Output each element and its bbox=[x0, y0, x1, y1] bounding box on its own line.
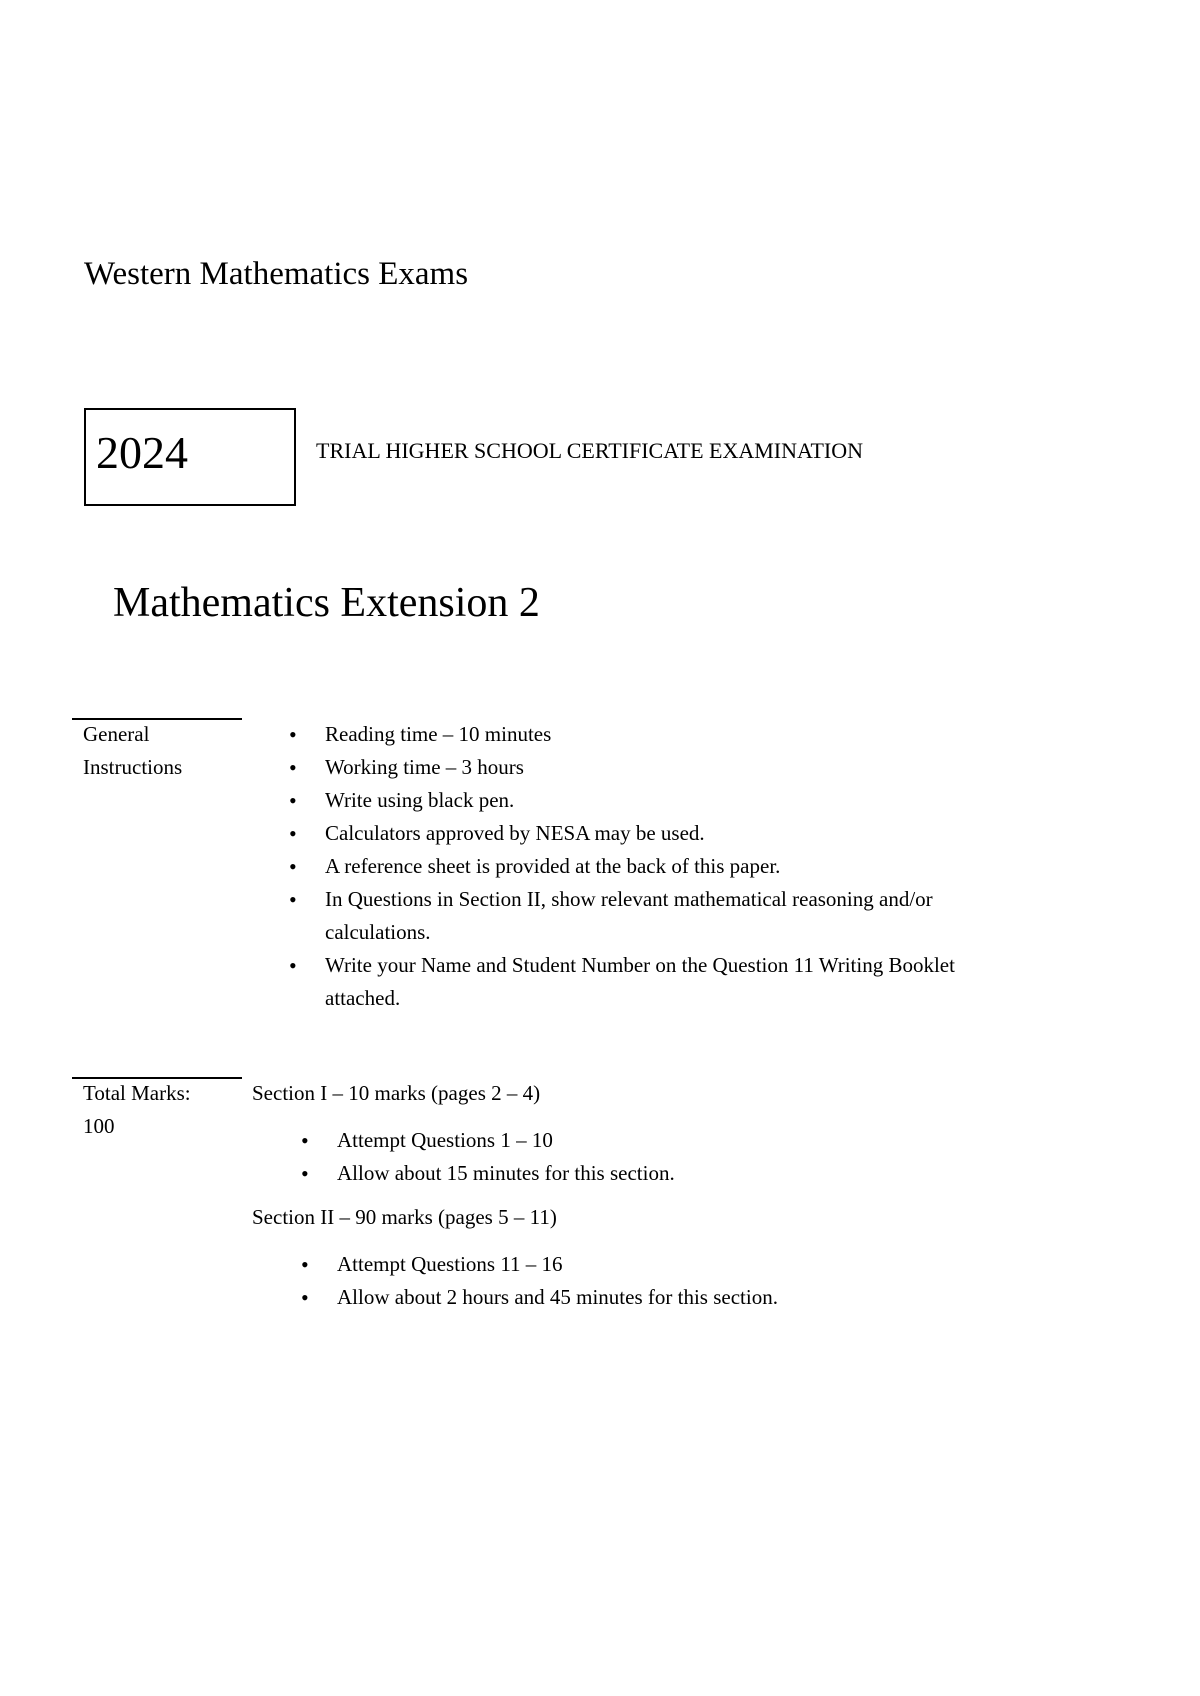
instructions-list bbox=[325, 718, 955, 1015]
section-1-item: • Allow about 15 minutes for this section. bbox=[337, 1157, 675, 1190]
section-2-list bbox=[337, 1248, 778, 1314]
instruction-item: • Working time – 3 hours bbox=[325, 751, 955, 784]
section-2-heading: Section II – 90 marks (pages 5 – 11) bbox=[252, 1205, 557, 1229]
section-1-list bbox=[337, 1124, 675, 1190]
instruction-item-continuation: attached. bbox=[325, 986, 401, 1010]
total-marks-value: 100 bbox=[83, 1114, 115, 1138]
instruction-item: • Write your Name and Student Number on the Question 11 Writing Booklet bbox=[325, 949, 955, 982]
instructions-label bbox=[83, 718, 182, 784]
section-2-item: • Allow about 2 hours and 45 minutes for this section. bbox=[337, 1281, 778, 1314]
instruction-item: • In Questions in Section II, show relevant mathematical reasoning and/or bbox=[325, 883, 955, 916]
instructions-label-line1: General bbox=[83, 722, 150, 746]
exam-type: TRIAL HIGHER SCHOOL CERTIFICATE EXAMINATION bbox=[316, 438, 864, 463]
instruction-item: • Reading time – 10 minutes bbox=[325, 718, 955, 751]
year-box bbox=[84, 408, 296, 506]
total-marks-label-line1: Total Marks: bbox=[83, 1081, 191, 1105]
total-marks-label bbox=[83, 1077, 191, 1143]
instruction-item: • A reference sheet is provided at the back of this paper. bbox=[325, 850, 955, 883]
instruction-item: • Write using black pen. bbox=[325, 784, 955, 817]
exam-year: 2024 bbox=[96, 427, 188, 478]
organisation-name: Western Mathematics Exams bbox=[84, 256, 469, 292]
instructions-label-line2: Instructions bbox=[83, 755, 183, 779]
subject-title: Mathematics Extension 2 bbox=[113, 580, 540, 626]
section-1-heading: Section I – 10 marks (pages 2 – 4) bbox=[252, 1081, 541, 1105]
section-2-item: • Attempt Questions 11 – 16 bbox=[337, 1248, 778, 1281]
section-1-item: • Attempt Questions 1 – 10 bbox=[337, 1124, 675, 1157]
instruction-item: • Calculators approved by NESA may be used. bbox=[325, 817, 955, 850]
instruction-item-continuation: calculations. bbox=[325, 920, 431, 944]
